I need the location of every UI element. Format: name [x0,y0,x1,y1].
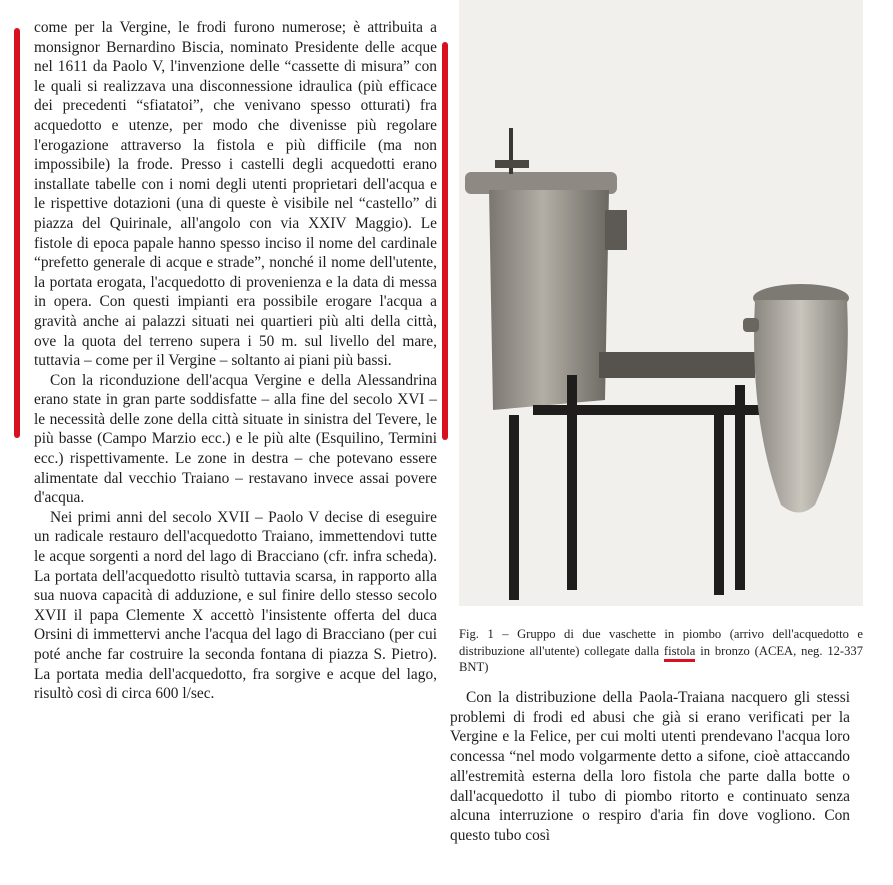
lead-boxes-illustration [459,0,863,606]
figure-caption [459,626,863,676]
right-column [450,688,850,846]
caption-underlined-word: fistola [664,644,695,662]
right-paragraph: Con la distribuzione della Paola-Traiana nacquero gli stessi problemi di frodi ed abusi che già si erano verificati per la Vergine e la Felice, per cui molti utenti prendevano l'acqua loro concessa “nel modo volgarmente detto a sifone, cioè attaccando all'estremità esterna della loro fistola che parte dalla botte o dall'acquedotto il tubo di piombo ritorto e continuato senza alcuna interruzione o respiro d'aria fin dove vogliono. Con questo tubo così [450,689,850,844]
paragraph-1: come per la Vergine, le frodi furono numerose; è attribuita a monsignor Bernardino Biscia, nominato Presidente delle acque nel 1611 da Paolo V, l'invenzione delle “cassette di misura” con le quali si realizzava una disconnessione idraulica (più efficace dei precedenti “sfiatatoi”, che venivano spesso otturati) fra acquedotto e utenze, per modo che divenisse più regolare l'erogazione attraverso la fistola e più difficile (ma non impossibile) la frode. Presso i castelli degli acquedotti erano installate tabelle con i nomi degli utenti proprietari dell'acqua e le rispettive dotazioni (una di queste è visibile nel “castello” di piazza del Quirinale, all'angolo con via XXIV Maggio). Le fistole di epoca papale hanno spesso inciso il nome del cardinale “prefetto generale di acque e strade”, nonché il nome dell'utente, la portata erogata, l'acquedotto di provenienza e la data di messa in opera. Con questi impianti era possibile erogare l'acqua a gravità anche ai palazzi situati nei quartieri più alti della città, ove la quota del terreno supera i 50 m. sul livello del mare, tuttavia – come per il Vergine – soltanto ai piani più bassi. [34,19,437,370]
caption-text-start: Fig. 1 – Gruppo di due vaschette in piombo (arrivo dell'acquedotto e distribuzione all'utente) collegate dalla [459,627,863,658]
left-column [34,18,437,704]
paragraph-2: Con la riconduzione dell'acqua Vergine e della Alessandrina erano state in gran parte soddisfatte – alla fine del secolo XVI – le necessità delle zone della città situate in sinistra del Tevere, le più basse (Campo Marzio ecc.) e le più alte (Esquilino, Termini ecc.) rispettivamente. Le zone in destra – che potevano essere alimentate dal vecchio Traiano – restavano invece assai povere d'acqua. [34,371,437,507]
figure-photo [459,0,863,606]
caption-text-end: in bronzo (ACEA, neg. 12-337 BNT) [459,643,863,674]
left-highlight-bar [14,28,20,438]
right-highlight-bar [442,42,448,440]
paragraph-3: Nei primi anni del secolo XVII – Paolo V decise di eseguire un radicale restauro dell'acquedotto Traiano, immettendovi tutte le acque sorgenti a nord del lago di Bracciano (cfr. infra scheda). La portata dell'acquedotto risultò tuttavia scarsa, in rapporto alla sua nuova capacità di adduzione, e sul finire dello stesso secolo XVII il papa Clemente X accettò l'insistente offerta del duca Orsini di immettervi anche l'acqua del lago di Bracciano (per cui poté anche far costruire la seconda fontana di piazza S. Pietro). La portata media dell'acquedotto, fra sorgive e acque del lago, risultò così di circa 600 l/sec. [34,508,437,703]
